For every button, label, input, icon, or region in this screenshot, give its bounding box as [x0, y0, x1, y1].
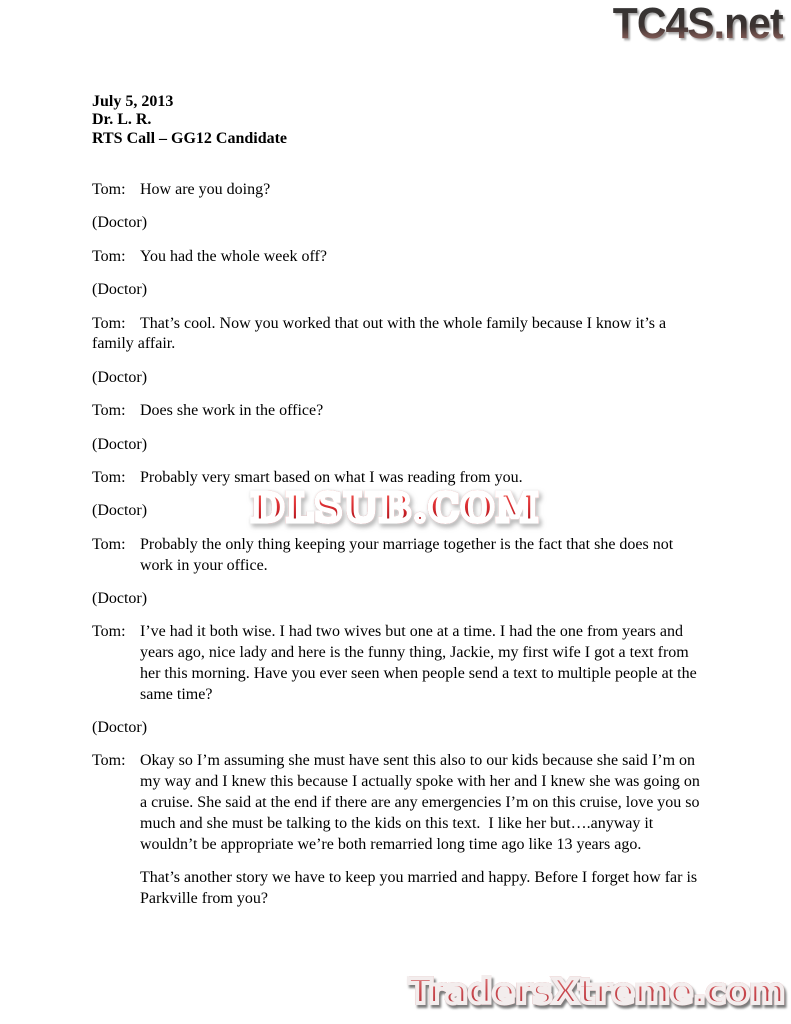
- header-subject: RTS Call – GG12 Candidate: [92, 129, 288, 147]
- paragraph-text: (Doctor): [92, 435, 148, 453]
- paragraph-text: (Doctor): [92, 502, 148, 520]
- transcript-paragraph: [92, 535, 705, 577]
- transcript-paragraph: [92, 751, 705, 855]
- transcript-paragraph: [92, 401, 705, 422]
- transcript-paragraph: [92, 314, 705, 356]
- transcript-body: [92, 180, 705, 922]
- paragraph-text: (Doctor): [92, 214, 148, 232]
- dlsub-watermark-logo: DLSUB.COM: [250, 485, 541, 530]
- paragraph-text: You had the whole week off?: [140, 247, 327, 265]
- doctor-line: [92, 718, 705, 739]
- doctor-line: [92, 435, 705, 456]
- paragraph-text: Does she work in the office?: [140, 402, 324, 420]
- paragraph-text: How are you doing?: [140, 181, 271, 198]
- transcript-paragraph: [92, 247, 705, 268]
- paragraph-text: Okay so I’m assuming she must have sent this also to our kids because she said I’m on my way and I knew this because I actually spoke with her and I knew she was going on a cruise. She said at the end if there are any emergencies I’m on this cruise, love you so much and she must be talking to the kids on this text. I like her but….anyway it wouldn’t be appropriate we’re both remarried long time ago like 13 years ago.: [140, 752, 700, 853]
- paragraph-text: Probably very smart based on what I was reading from you.: [140, 468, 523, 486]
- doctor-line: [92, 213, 705, 234]
- doctor-line: [92, 589, 705, 610]
- speaker-label: Tom:: [92, 247, 126, 265]
- transcript-paragraph: [92, 868, 705, 910]
- paragraph-text: I’ve had it both wise. I had two wives but one at a time. I had the one from years and years ago, nice lady and here is the funny thing, Jackie, my first wife I got a text from her this morning. Have you ever seen when people send a text to multiple people at the same time?: [140, 623, 697, 703]
- tradersxtreme-watermark-logo: TradersXtreme.com: [408, 972, 785, 1012]
- paragraph-text: Probably the only thing keeping your marriage together is the fact that she does not work in your office.: [140, 535, 674, 574]
- speaker-label: Tom:: [92, 402, 126, 420]
- speaker-label: Tom:: [92, 468, 126, 486]
- speaker-label: Tom:: [92, 314, 126, 332]
- doctor-line: [92, 280, 705, 301]
- transcript-paragraph: [92, 180, 705, 201]
- paragraph-text: That’s cool. Now you worked that out with the whole family because I know it’s a family affair.: [92, 314, 667, 353]
- speaker-label: Tom:: [92, 535, 126, 553]
- header-author: Dr. L. R.: [92, 111, 152, 129]
- speaker-label: Tom:: [92, 181, 126, 198]
- tc4s-watermark-logo: TC4S.net: [613, 0, 783, 48]
- speaker-label: Tom:: [92, 752, 126, 770]
- paragraph-text: (Doctor): [92, 719, 148, 737]
- speaker-label: Tom:: [92, 623, 126, 641]
- doctor-line: [92, 368, 705, 389]
- paragraph-text: That’s another story we have to keep you married and happy. Before I forget how far is Parkville from you?: [140, 869, 698, 907]
- paragraph-text: (Doctor): [92, 589, 148, 607]
- document-header: [92, 93, 287, 148]
- header-date: July 5, 2013: [92, 93, 174, 110]
- paragraph-text: (Doctor): [92, 368, 148, 386]
- transcript-paragraph: [92, 622, 705, 705]
- paragraph-text: (Doctor): [92, 281, 148, 299]
